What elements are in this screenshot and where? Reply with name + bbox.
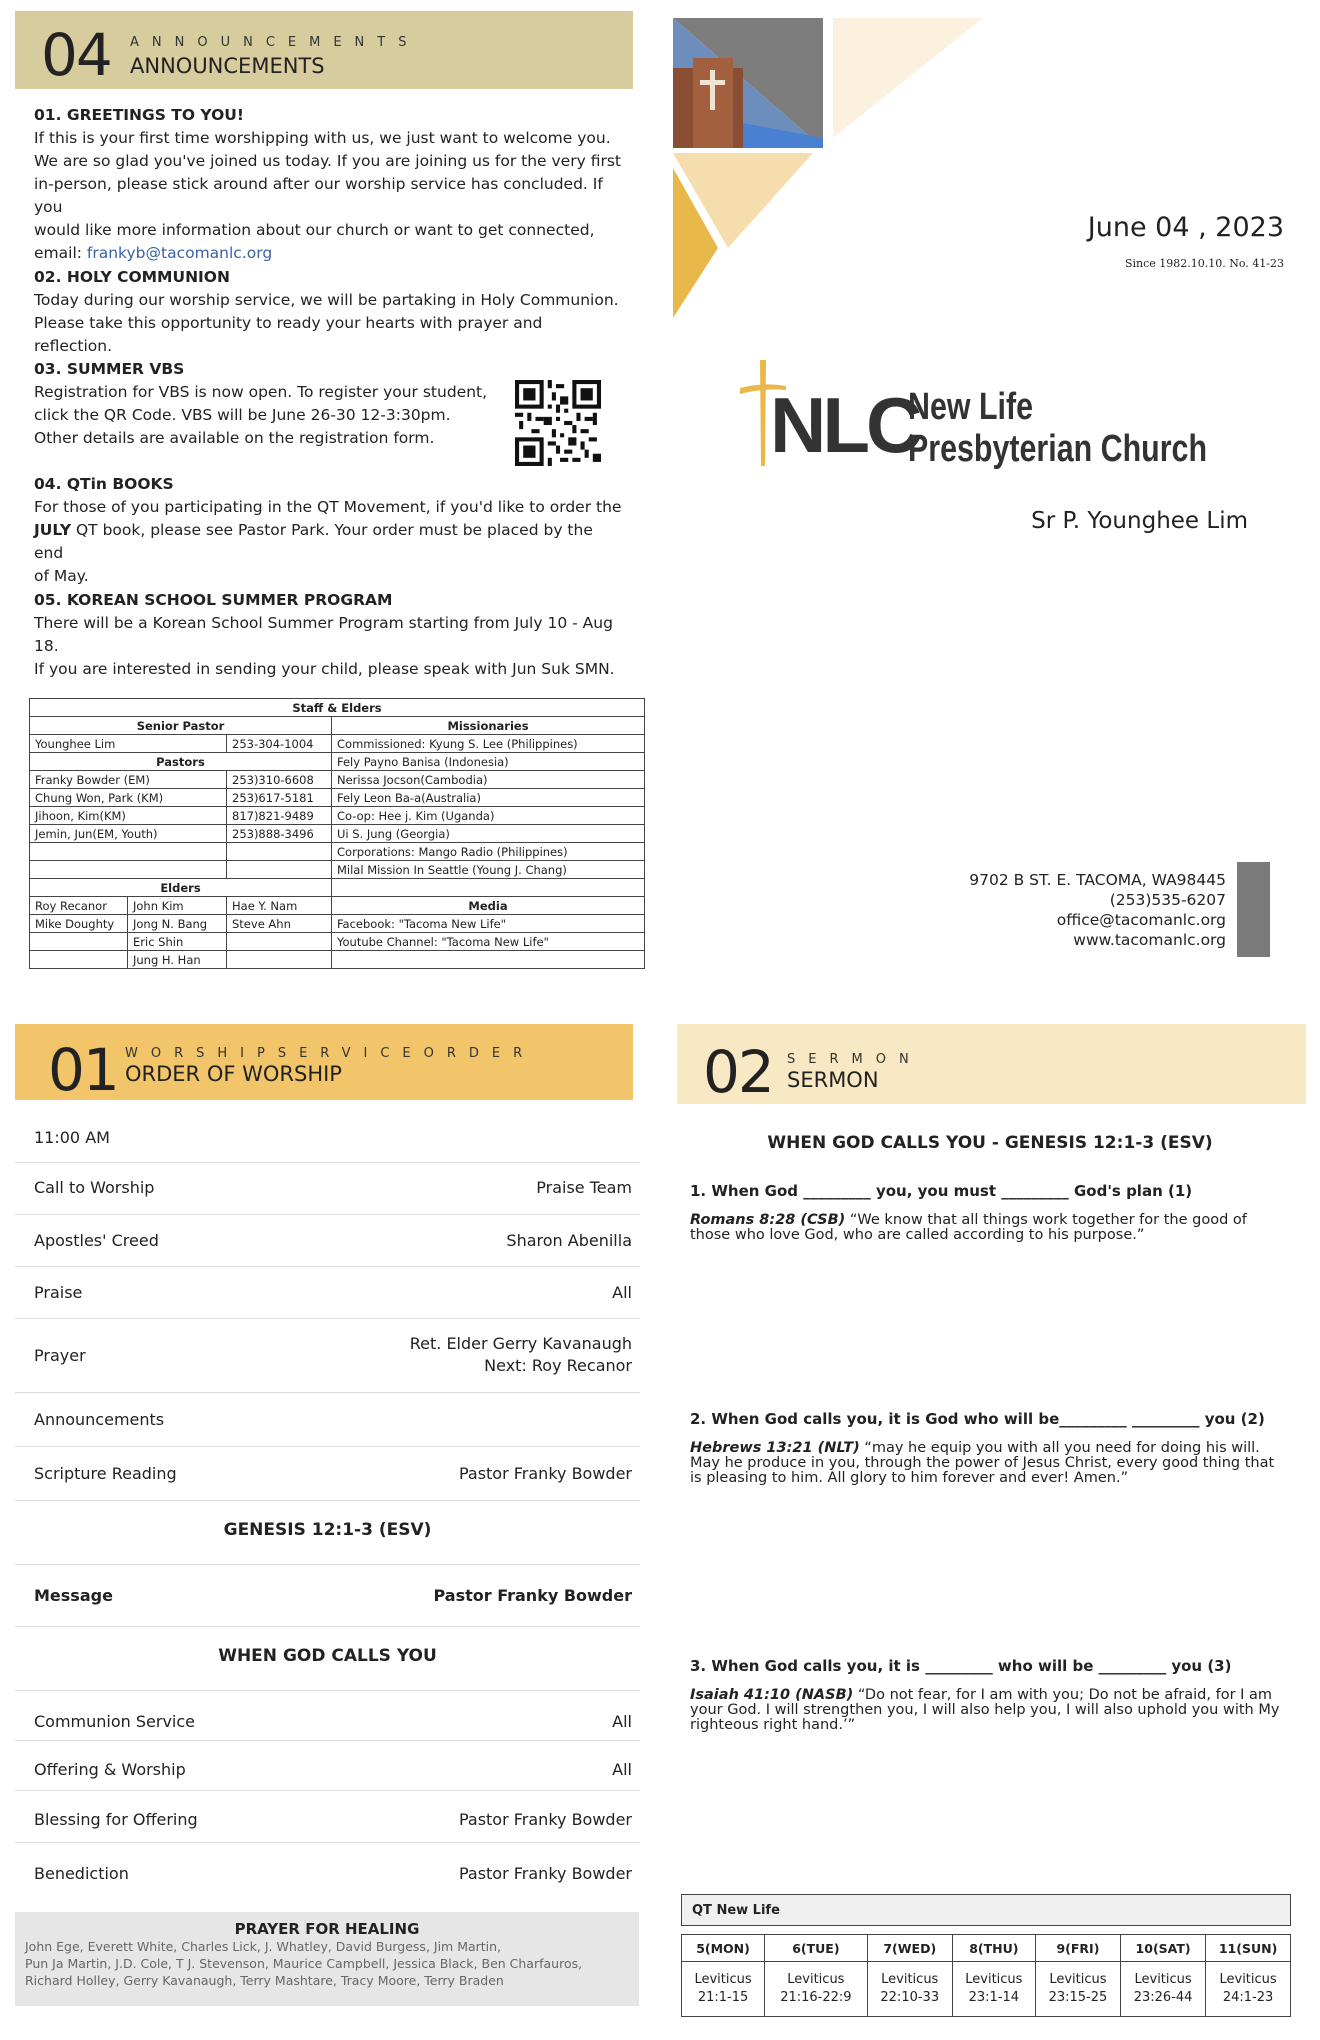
qt-reading <box>1035 1962 1120 2017</box>
staff-elders-table <box>29 698 645 969</box>
order-item-label: Offering & Worship <box>34 1760 186 1779</box>
announcement-line: We are so glad you've joined us today. If you are joining us for the very first <box>34 152 621 170</box>
order-item-label: Prayer <box>34 1346 86 1365</box>
worship-row-offering <box>15 1740 640 1791</box>
section-number: 02 <box>703 1038 773 1106</box>
pastor-phone: 253)617-5181 <box>227 789 332 807</box>
missionary: Commissioned: Kyung S. Lee (Philippines) <box>332 735 645 753</box>
sermon-verse-3 <box>690 1688 1290 1733</box>
scripture-reference: GENESIS 12:1-3 (ESV) <box>15 1500 640 1565</box>
section-number: 04 <box>41 21 111 89</box>
qt-title: QT New Life <box>682 1895 1291 1926</box>
verse-ref: Romans 8:28 (CSB) <box>690 1212 846 1228</box>
church-address-block <box>969 870 1226 950</box>
qt-day: 11(SUN) <box>1206 1935 1291 1962</box>
announcement-title: 01. GREETINGS TO YOU! <box>34 106 244 124</box>
announcement-line: If you are interested in sending your child, please speak with Jun Suk SMN. <box>34 660 615 678</box>
announcement-line: If this is your first time worshipping with us, we just want to welcome you. <box>34 129 611 147</box>
worship-row-creed <box>15 1214 640 1267</box>
order-item-label: Scripture Reading <box>34 1464 177 1483</box>
email-link[interactable]: frankyb@tacomanlc.org <box>86 244 273 262</box>
announcements-header <box>15 11 633 89</box>
qt-ref: 21:1-15 <box>697 1990 749 2005</box>
pastor-name: Jemin, Jun(EM, Youth) <box>30 825 227 843</box>
qt-reading <box>1121 1962 1206 2017</box>
worship-row-communion <box>15 1690 640 1741</box>
sermon-point-1: 1. When God _________ you, you must _________ God's plan (1) <box>690 1182 1193 1200</box>
service-time <box>15 1114 640 1163</box>
section-spaced-label: SERMON <box>787 1052 922 1067</box>
missionary: Ui S. Jung (Georgia) <box>332 825 645 843</box>
media-item: Facebook: "Tacoma New Life" <box>332 915 645 933</box>
announcement-line: There will be a Korean School Summer Program starting from July 10 - Aug 18. <box>34 614 613 655</box>
elder: Hae Y. Nam <box>227 897 332 915</box>
verse-text: “Do not fear, for I am with you; Do not be afraid, for I am your God. I will strengthen you, I will also help you, I will also uphold you with My righteous right hand.’” <box>690 1687 1280 1733</box>
elder: Jung H. Han <box>128 951 227 969</box>
announcement-title: 04. QTin BOOKS <box>34 475 174 493</box>
sermon-verse-1 <box>690 1213 1290 1243</box>
order-item-leader: Pastor Franky Bowder <box>458 1864 632 1883</box>
prayer-line: Pun Ja Martin, J.D. Cole, T J. Stevenson, Maurice Campbell, Jessica Black, Ben Charfauros, <box>25 1956 583 1971</box>
elder: Steve Ahn <box>227 915 332 933</box>
order-item-leader: Pastor Franky Bowder <box>458 1810 632 1829</box>
section-spaced-label: WORSHIPSERVICEORDER <box>125 1046 536 1061</box>
elder: Mike Doughty <box>30 915 128 933</box>
announcement-title: 03. SUMMER VBS <box>34 360 185 378</box>
worship-row-prayer <box>15 1318 640 1393</box>
verse-text: “may he equip you with all you need for doing his will. May he produce in you, through the power of Jesus Christ, every good thing that is pleasing to him. All glory to him forever and ever! Amen.” <box>690 1440 1275 1486</box>
verse-ref: Isaiah 41:10 (NASB) <box>690 1687 854 1703</box>
announcement-line: in-person, please stick around after our worship service has concluded. If you <box>34 175 603 216</box>
order-item-leader: Sharon Abenilla <box>506 1231 632 1250</box>
missionary: Co-op: Hee j. Kim (Uganda) <box>332 807 645 825</box>
qt-book: Leviticus <box>1134 1972 1192 1987</box>
order-item-label: Benediction <box>34 1864 129 1883</box>
vbs-qr-code-icon[interactable] <box>515 380 601 466</box>
worship-row-blessing <box>15 1790 640 1843</box>
pastor-phone: 253)888-3496 <box>227 825 332 843</box>
qt-ref: 24:1-23 <box>1222 1990 1274 2005</box>
missionary: Fely Leon Ba-a(Australia) <box>332 789 645 807</box>
sermon-point-3: 3. When God calls you, it is _________ who will be _________ you (3) <box>690 1657 1232 1675</box>
qt-book: Leviticus <box>787 1972 845 1987</box>
qt-reading-table <box>681 1894 1291 2017</box>
missionary: Milal Mission In Seattle (Young J. Chang) <box>332 861 645 879</box>
media-item: Youtube Channel: "Tacoma New Life" <box>332 933 645 951</box>
announcement-line: For those of you participating in the QT Movement, if you'd like to order the <box>34 498 622 516</box>
announcement-line: Registration for VBS is now open. To register your student, <box>34 383 488 401</box>
order-item-label: Announcements <box>34 1410 165 1429</box>
announcement-line: Today during our worship service, we will be partaking in Holy Communion. <box>34 291 619 309</box>
missionary: Fely Payno Banisa (Indonesia) <box>332 753 645 771</box>
prayer-line: Richard Holley, Gerry Kavanaugh, Terry Mashtare, Tracy Moore, Terry Braden <box>25 1973 504 1988</box>
sermon-header <box>677 1024 1306 1104</box>
announcement-line: Other details are available on the registration form. <box>34 429 435 447</box>
order-item-leader: Ret. Elder Gerry Kavanaugh <box>409 1334 632 1353</box>
qt-day: 8(THU) <box>952 1935 1035 1962</box>
order-item-label: Call to Worship <box>34 1178 155 1197</box>
worship-header <box>15 1024 633 1104</box>
qt-day: 10(SAT) <box>1121 1935 1206 1962</box>
qt-ref: 23:15-25 <box>1048 1990 1108 2005</box>
logo-letters: NLC <box>770 381 919 469</box>
order-item-leader: All <box>612 1760 632 1779</box>
order-item-leader-next: Next: Roy Recanor <box>484 1356 632 1375</box>
worship-row-message <box>15 1564 640 1627</box>
elder: Jong N. Bang <box>128 915 227 933</box>
order-item-label: Apostles' Creed <box>34 1231 159 1250</box>
bulletin-date: June 04 , 2023 <box>1087 212 1284 243</box>
line-rest: QT book, please see Pastor Park. Your order must be placed by the end <box>34 521 593 562</box>
worship-row-call <box>15 1162 640 1215</box>
announcement-greetings <box>34 104 624 265</box>
email-line <box>34 242 624 265</box>
senior-pastor-phone: 253-304-1004 <box>227 735 332 753</box>
pastor-phone: 253)310-6608 <box>227 771 332 789</box>
order-item-leader: All <box>612 1712 632 1731</box>
elder: Roy Recanor <box>30 897 128 915</box>
cover-triangle-graphic <box>673 18 993 318</box>
announcement-qt-books <box>34 473 624 588</box>
pastor-name: Chung Won, Park (KM) <box>30 789 227 807</box>
announcement-line: of May. <box>34 567 89 585</box>
email-line[interactable]: office@tacomanlc.org <box>1056 911 1226 929</box>
missionary: Corporations: Mango Radio (Philippines) <box>332 843 645 861</box>
qt-day: 6(TUE) <box>765 1935 868 1962</box>
announcement-korean-school <box>34 589 624 681</box>
bulletin-since: Since 1982.10.10. No. 41-23 <box>1124 257 1284 270</box>
phone-line: (253)535-6207 <box>1109 891 1226 909</box>
section-title: SERMON <box>787 1068 879 1092</box>
qt-book: Leviticus <box>1049 1972 1107 1987</box>
order-item-label: Blessing for Offering <box>34 1810 198 1829</box>
sermon-verse-2 <box>690 1441 1290 1486</box>
section-title: ORDER OF WORSHIP <box>125 1062 342 1086</box>
verse-ref: Hebrews 13:21 (NLT) <box>690 1440 860 1456</box>
pastor-name: Franky Bowder (EM) <box>30 771 227 789</box>
church-name-line2: Presbyterian Church <box>908 428 1208 470</box>
elder: John Kim <box>128 897 227 915</box>
qt-ref: 23:1-14 <box>968 1990 1020 2005</box>
senior-pastor-name: Younghee Lim <box>30 735 227 753</box>
service-time-text: 11:00 AM <box>34 1128 110 1147</box>
order-item-label: Communion Service <box>34 1712 196 1731</box>
verse-text: “We know that all things work together for the good of those who love God, who are called according to his purpose.” <box>690 1212 1247 1243</box>
worship-row-announcements <box>15 1392 640 1447</box>
qt-day: 5(MON) <box>682 1935 765 1962</box>
pastors-label: Pastors <box>30 753 332 771</box>
order-item-leader: All <box>612 1283 632 1302</box>
staff-table-title: Staff & Elders <box>30 699 645 717</box>
qt-book: Leviticus <box>1219 1972 1277 1987</box>
address-gray-bar <box>1237 862 1270 957</box>
announcement-line: would like more information about our church or want to get connected, <box>34 221 595 239</box>
announcement-line: click the QR Code. VBS will be June 26-30 12-3:30pm. <box>34 406 451 424</box>
sermon-title: WHEN GOD CALLS YOU <box>15 1626 640 1691</box>
order-item-leader: Praise Team <box>536 1178 632 1197</box>
pastor-phone: 817)821-9489 <box>227 807 332 825</box>
qt-day: 7(WED) <box>867 1935 952 1962</box>
qt-ref: 22:10-33 <box>880 1990 940 2005</box>
missionary: Nerissa Jocson(Cambodia) <box>332 771 645 789</box>
elders-label: Elders <box>30 879 332 897</box>
email-prefix: email: <box>34 244 87 262</box>
order-item-leader: Pastor Franky Bowder <box>458 1464 632 1483</box>
announcement-line <box>34 519 624 565</box>
prayer-line: John Ege, Everett White, Charles Lick, J. Whatley, David Burgess, Jim Martin, <box>25 1939 502 1954</box>
pastor-name: Jihoon, Kim(KM) <box>30 807 227 825</box>
qt-day: 9(FRI) <box>1035 1935 1120 1962</box>
qt-ref: 23:26-44 <box>1133 1990 1193 2005</box>
church-logo <box>738 358 1258 488</box>
section-number: 01 <box>48 1036 118 1104</box>
announcement-communion <box>34 266 624 358</box>
sermon-heading: WHEN GOD CALLS YOU - GENESIS 12:1-3 (ESV) <box>767 1133 1213 1153</box>
announcement-title: 02. HOLY COMMUNION <box>34 268 230 286</box>
qt-book: Leviticus <box>881 1972 939 1987</box>
section-spaced-label: ANNOUNCEMENTS <box>130 35 420 50</box>
qt-reading <box>867 1962 952 2017</box>
qt-ref: 21:16-22:9 <box>780 1990 852 2005</box>
worship-row-praise <box>15 1266 640 1319</box>
church-name-line1: New Life <box>908 386 1033 428</box>
qt-reading <box>952 1962 1035 2017</box>
order-item-leader: Pastor Franky Bowder <box>433 1586 632 1605</box>
senior-pastor-label: Senior Pastor <box>30 717 332 735</box>
qt-reading <box>682 1962 765 2017</box>
order-item-label: Message <box>34 1586 113 1605</box>
sermon-point-2: 2. When God calls you, it is God who will be_________ _________ you (2) <box>690 1410 1265 1428</box>
qt-book: Leviticus <box>694 1972 752 1987</box>
elder: Eric Shin <box>128 933 227 951</box>
prayer-for-healing-box <box>15 1912 639 2006</box>
website-line[interactable]: www.tacomanlc.org <box>1073 931 1226 949</box>
order-item-label: Praise <box>34 1283 83 1302</box>
worship-row-scripture <box>15 1446 640 1501</box>
missionaries-label: Missionaries <box>332 717 645 735</box>
prayer-title: PRAYER FOR HEALING <box>234 1920 420 1938</box>
address-line: 9702 B ST. E. TACOMA, WA98445 <box>969 871 1226 889</box>
bold-month: JULY <box>34 521 72 539</box>
announcement-line: Please take this opportunity to ready your hearts with prayer and reflection. <box>34 314 543 355</box>
qt-book: Leviticus <box>965 1972 1023 1987</box>
section-title: ANNOUNCEMENTS <box>130 54 325 78</box>
media-label: Media <box>332 897 645 915</box>
qt-reading <box>1206 1962 1291 2017</box>
worship-row-benediction <box>15 1842 640 1894</box>
qt-reading <box>765 1962 868 2017</box>
announcement-title: 05. KOREAN SCHOOL SUMMER PROGRAM <box>34 591 393 609</box>
senior-pastor-title: Sr P. Younghee Lim <box>1031 508 1248 534</box>
